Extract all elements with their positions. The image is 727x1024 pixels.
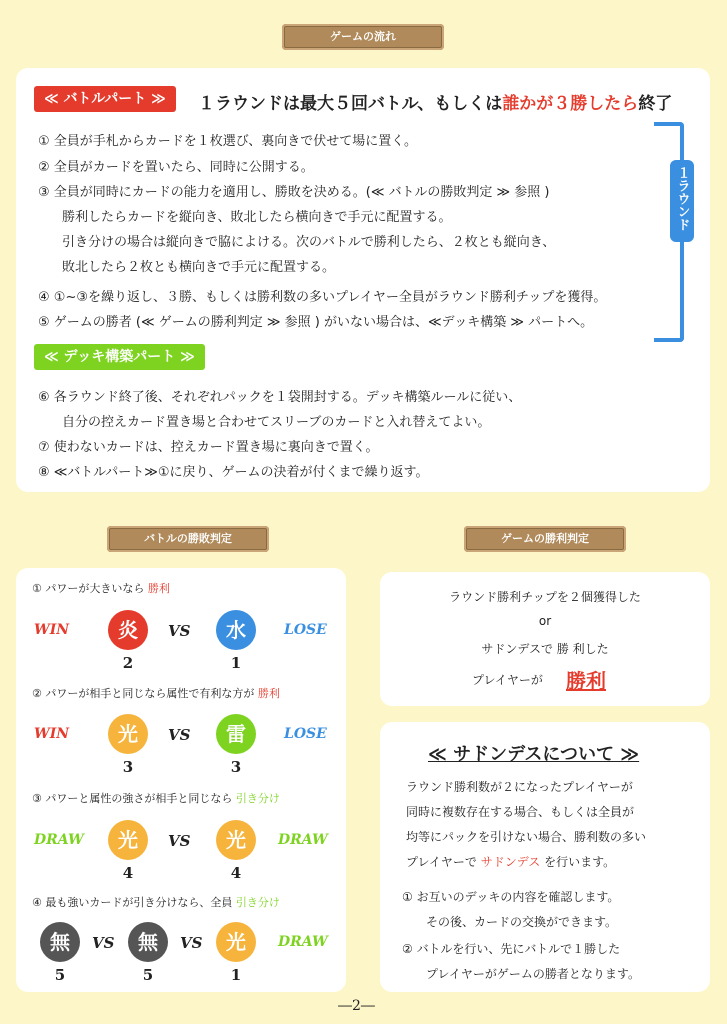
- sudden-step-2: ② バトルを行い、先にバトルで１勝した: [402, 942, 621, 956]
- sudden-step-1: ① お互いのデッキの内容を確認します。: [402, 890, 620, 904]
- step-3-detail-2: 引き分けの場合は縦向きで脇によける。次のバトルで勝利したら、２枚とも縦向き、: [62, 235, 556, 250]
- thunder-icon: 雷: [216, 714, 256, 754]
- water-icon: 水: [216, 610, 256, 650]
- battle-part-tag: ≪ バトルパート ≫: [34, 86, 176, 112]
- step-6: ⑥ 各ラウンド終了後、それぞれパックを１袋開封する。デッキ構築ルールに従い、: [38, 390, 522, 405]
- row3-draw-left: DRAW: [34, 832, 84, 848]
- light-icon: 光: [108, 714, 148, 754]
- row1-left-power: 2: [122, 654, 134, 672]
- headline-part-c: 終了: [638, 94, 673, 114]
- row3-vs: VS: [168, 832, 191, 850]
- step-2: ② 全員がカードを置いたら、同時に公開する。: [38, 160, 314, 175]
- row2-vs: VS: [168, 726, 191, 744]
- light-icon: 光: [108, 820, 148, 860]
- fire-icon: 炎: [108, 610, 148, 650]
- row2-right-power: 3: [230, 758, 242, 776]
- row3-draw-right: DRAW: [278, 832, 328, 848]
- row1-lose: LOSE: [284, 622, 327, 638]
- row4-c-power: 1: [230, 966, 242, 984]
- sudden-p2: 同時に複数存在する場合、もしくは全員が: [406, 805, 635, 819]
- none-icon: 無: [40, 922, 80, 962]
- row4-vs-2: VS: [180, 934, 203, 952]
- flow-plaque: ゲームの流れ: [282, 24, 444, 50]
- step-7: ⑦ 使わないカードは、控えカード置き場に裏向きで置く。: [38, 440, 379, 455]
- row1-win: WIN: [34, 622, 70, 638]
- step-3-detail-3: 敗北したら２枚とも横向きで手元に配置する。: [62, 260, 336, 275]
- victory-plaque: ゲームの勝利判定: [464, 526, 626, 552]
- light-icon: 光: [216, 922, 256, 962]
- step-3: ③ 全員が同時にカードの能力を適用し、勝敗を決める。(≪ バトルの勝敗判定 ≫ 参照 ): [38, 185, 550, 200]
- battle-rule-3: ③ パワーと属性の強さが相手と同じなら 引き分け: [32, 792, 280, 805]
- sudden-death-card: [380, 722, 710, 992]
- battle-rule-1: ① パワーが大きいなら 勝利: [32, 582, 170, 595]
- battle-rule-2: ② パワーが相手と同じなら属性で有利な方が 勝利: [32, 687, 280, 700]
- victory-line-3: サドンデスで 勝 利した: [481, 642, 609, 656]
- row1-vs: VS: [168, 622, 191, 640]
- step-6-detail: 自分の控えカード置き場と合わせてスリーブのカードと入れ替えてよい。: [62, 415, 491, 430]
- sudden-death-title: ≪ サドンデスについて ≫: [428, 744, 640, 765]
- row2-lose: LOSE: [284, 726, 327, 742]
- step-8: ⑧ ≪バトルパート≫①に戻り、ゲームの決着が付くまで繰り返す。: [38, 465, 429, 480]
- flow-card: [16, 68, 710, 492]
- victory-line-1: ラウンド勝利チップを２個獲得した: [449, 590, 641, 604]
- flow-headline: [198, 89, 672, 114]
- sudden-step-2-detail: プレイヤーがゲームの勝者となります。: [426, 967, 640, 981]
- step-4: ④ ①~③を繰り返し、３勝、もしくは勝利数の多いプレイヤー全員がラウンド勝利チップを獲得。: [38, 290, 607, 305]
- battle-card: [16, 568, 346, 992]
- step-1: ① 全員が手札からカードを１枚選び、裏向きで伏せて場に置く。: [38, 134, 418, 149]
- victory-line-2: or: [538, 614, 552, 628]
- step-5: ⑤ ゲームの勝者 (≪ ゲームの勝利判定 ≫ 参照 ) がいない場合は、≪デッキ構築 ≫ パートへ。: [38, 315, 594, 330]
- row3-right-power: 4: [230, 864, 242, 882]
- victory-line-4: プレイヤーが: [472, 673, 543, 687]
- row4-a-power: 5: [54, 966, 66, 984]
- row4-draw: DRAW: [278, 934, 328, 950]
- battle-rule-4: ④ 最も強いカードが引き分けなら、全員 引き分け: [32, 896, 280, 909]
- light-icon: 光: [216, 820, 256, 860]
- step-3-detail-1: 勝利したらカードを縦向き、敗北したら横向きで手元に配置する。: [62, 210, 452, 225]
- row4-b-power: 5: [142, 966, 154, 984]
- row4-vs-1: VS: [92, 934, 115, 952]
- headline-part-b: 誰かが３勝したら: [502, 94, 639, 114]
- row3-left-power: 4: [122, 864, 134, 882]
- sudden-p4: プレイヤーで サドンデス を行います。: [406, 855, 616, 869]
- battle-plaque: バトルの勝敗判定: [107, 526, 269, 552]
- victory-win: 勝利: [566, 669, 606, 693]
- sudden-p1: ラウンド勝利数が２になったプレイヤーが: [406, 780, 633, 794]
- sudden-p3: 均等にパックを引けない場合、勝利数の多い: [406, 830, 647, 844]
- headline-part-a: １ラウンドは最大５回バトル、もしくは: [198, 94, 503, 114]
- victory-card: [380, 572, 710, 706]
- round-label: １ラウンド: [670, 160, 694, 242]
- row2-left-power: 3: [122, 758, 134, 776]
- none-icon: 無: [128, 922, 168, 962]
- deck-part-tag: ≪ デッキ構築パート ≫: [34, 344, 205, 370]
- row2-win: WIN: [34, 726, 70, 742]
- row1-right-power: 1: [230, 654, 242, 672]
- page-number: ―2―: [338, 998, 375, 1014]
- sudden-step-1-detail: その後、カードの交換ができます。: [426, 915, 618, 929]
